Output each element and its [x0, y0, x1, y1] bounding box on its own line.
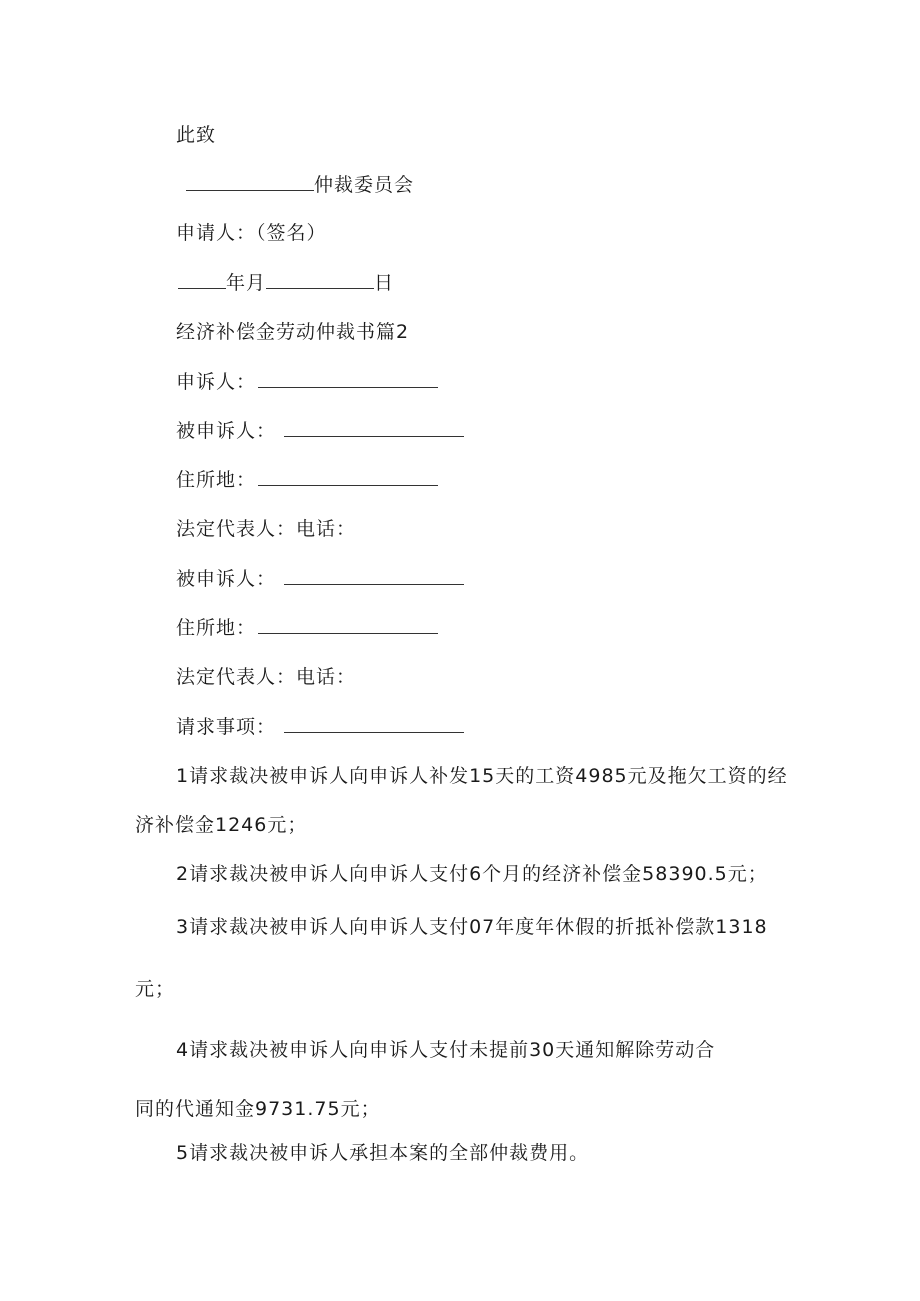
field-blank [284, 714, 464, 733]
committee-blank [186, 172, 314, 191]
year-blank [178, 270, 226, 289]
committee-suffix: 仲裁委员会 [314, 174, 415, 196]
committee-line [186, 172, 414, 197]
field-label: 住所地： [176, 469, 257, 491]
field-legal-rep-2: 法定代表人：电话： [176, 666, 357, 688]
request-4-line-2: 同的代通知金9731.75元； [135, 1098, 381, 1120]
request-1-line-2: 济补偿金1246元； [135, 814, 308, 836]
applicant-sign: 申请人：（签名） [176, 222, 327, 244]
field-label: 被申诉人： [176, 568, 277, 590]
field-label: 住所地： [176, 617, 257, 639]
field-address [176, 467, 438, 492]
field-complainant [176, 369, 438, 394]
request-3-line-2: 元； [135, 978, 176, 1000]
field-label: 被申诉人： [176, 420, 277, 442]
field-blank [284, 566, 464, 585]
field-requests [176, 714, 464, 739]
request-2-line-1: 2请求裁决被申诉人向申诉人支付6个月的经济补偿金58390.5元； [176, 863, 768, 885]
field-legal-rep: 法定代表人：电话： [176, 518, 357, 540]
request-1-line-1: 1请求裁决被申诉人向申诉人补发15天的工资4985元及拖欠工资的经 [176, 765, 788, 787]
field-respondent-2 [176, 566, 464, 591]
field-respondent [176, 418, 464, 443]
date-line [178, 270, 394, 295]
date-year: 年 [226, 272, 247, 294]
request-5-line-1: 5请求裁决被申诉人承担本案的全部仲裁费用。 [176, 1142, 590, 1164]
section-title: 经济补偿金劳动仲裁书篇2 [176, 321, 410, 343]
field-blank [284, 418, 464, 437]
field-label: 申诉人： [176, 371, 257, 393]
request-3-line-1: 3请求裁决被申诉人向申诉人支付07年度年休假的折抵补偿款1318 [176, 916, 768, 938]
field-blank [258, 467, 438, 486]
date-month: 月 [246, 272, 267, 294]
field-blank [258, 615, 438, 634]
date-day: 日 [374, 272, 395, 294]
request-4-line-1: 4请求裁决被申诉人向申诉人支付未提前30天通知解除劳动合 [176, 1039, 716, 1061]
salutation: 此致 [176, 124, 217, 146]
field-blank [258, 369, 438, 388]
field-label: 请求事项： [176, 716, 277, 738]
field-address-2 [176, 615, 438, 640]
day-blank [266, 270, 374, 289]
